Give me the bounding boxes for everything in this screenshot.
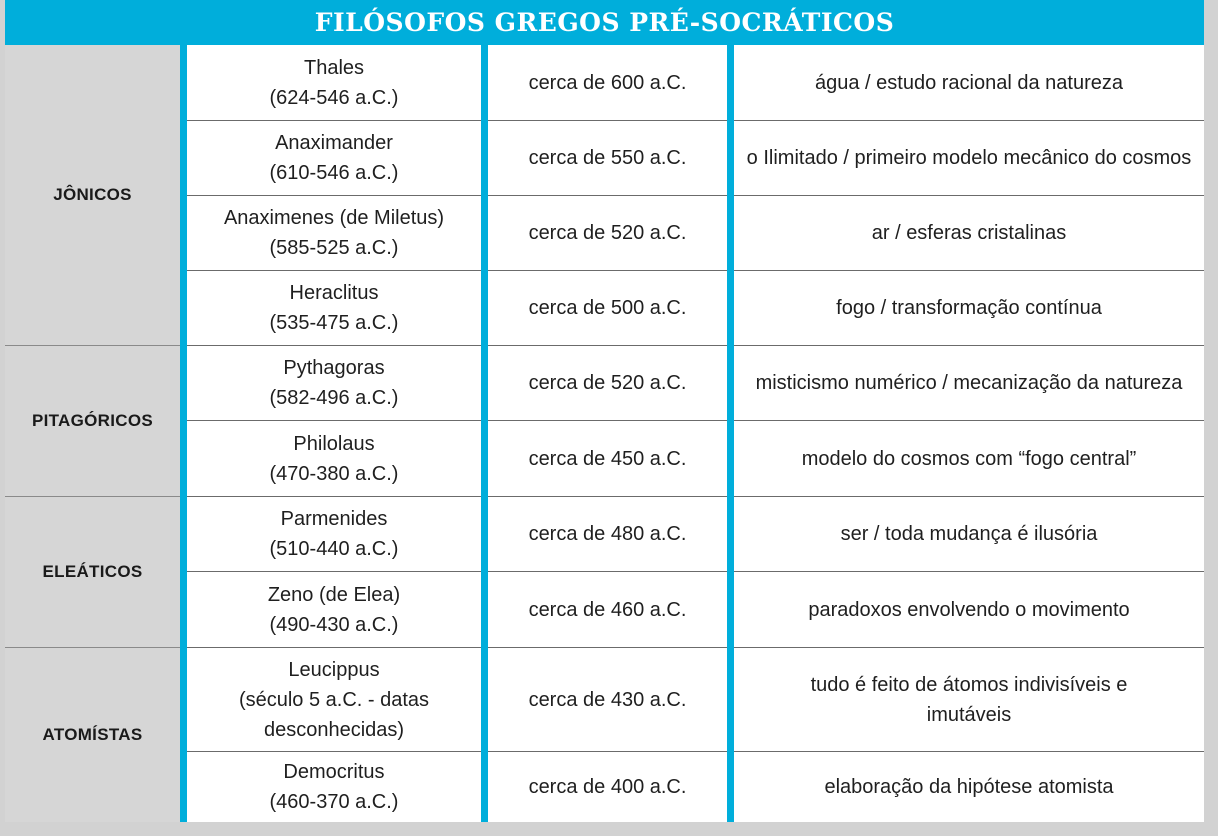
description-cell: modelo do cosmos com “fogo central” — [734, 421, 1204, 496]
column-separator — [727, 45, 734, 822]
description-cell: misticismo numérico / mecanização da natureza — [734, 346, 1204, 420]
philosopher-cell — [187, 121, 481, 195]
philosopher-cell — [187, 45, 481, 120]
philosopher-cell — [187, 648, 481, 751]
philosopher-cell — [187, 346, 481, 420]
table-row — [187, 421, 1204, 496]
philosopher-years: (470-380 a.C.) — [269, 462, 399, 485]
philosopher-name: Anaximenes (de Miletus) — [223, 207, 445, 229]
philosopher-name: Zeno (de Elea) — [267, 583, 401, 606]
philosopher-name: Leucippus — [288, 658, 380, 681]
philosopher-cell — [187, 421, 481, 496]
table-row — [187, 752, 1204, 822]
philosophers-table — [5, 45, 1204, 822]
philosopher-years: (século 5 a.C. - datas desconhecidas) — [238, 688, 430, 741]
philosopher-cell — [187, 196, 481, 270]
group-label-jonicos: JÔNICOS — [53, 185, 132, 204]
group-label-pitagoricos: PITAGÓRICOS — [31, 411, 154, 430]
philosopher-years: (460-370 a.C.) — [269, 791, 399, 813]
description-cell: água / estudo racional da natureza — [734, 45, 1204, 120]
date-cell: cerca de 460 a.C. — [488, 572, 727, 647]
table-row — [187, 271, 1204, 345]
table-row — [187, 346, 1204, 420]
date-cell: cerca de 550 a.C. — [488, 121, 727, 195]
table-row — [187, 45, 1204, 120]
philosopher-cell — [187, 497, 481, 571]
description-cell: o Ilimitado / primeiro modelo mecânico do cosmos — [734, 121, 1204, 195]
date-cell: cerca de 520 a.C. — [488, 346, 727, 420]
philosopher-years: (585-525 a.C.) — [269, 237, 399, 259]
description-cell: tudo é feito de átomos indivisíveis e imutáveis — [734, 648, 1204, 751]
date-cell: cerca de 600 a.C. — [488, 45, 727, 120]
philosopher-years: (490-430 a.C.) — [269, 613, 399, 636]
description-cell: paradoxos envolvendo o movimento — [734, 572, 1204, 647]
philosopher-name: Anaximander — [275, 132, 393, 154]
philosopher-years: (610-546 a.C.) — [269, 162, 399, 184]
date-cell: cerca de 480 a.C. — [488, 497, 727, 571]
description-cell: fogo / transformação contínua — [734, 271, 1204, 345]
table-row — [187, 121, 1204, 195]
date-cell: cerca de 450 a.C. — [488, 421, 727, 496]
philosopher-years: (624-546 a.C.) — [269, 86, 399, 109]
date-cell: cerca de 430 a.C. — [488, 648, 727, 751]
table-row — [187, 648, 1204, 751]
philosopher-cell — [187, 572, 481, 647]
philosopher-cell — [187, 271, 481, 345]
description-cell: ser / toda mudança é ilusória — [734, 497, 1204, 571]
description-cell: ar / esferas cristalinas — [734, 196, 1204, 270]
column-separator — [180, 45, 187, 822]
philosopher-cell — [187, 752, 481, 822]
philosopher-name: Philolaus — [293, 432, 375, 455]
philosopher-name: Thales — [303, 56, 365, 79]
table-row — [187, 572, 1204, 647]
philosopher-years: (535-475 a.C.) — [269, 312, 399, 334]
philosopher-years: (510-440 a.C.) — [269, 538, 399, 560]
philosopher-name: Heraclitus — [289, 282, 379, 304]
group-label-eleaticos: ELEÁTICOS — [42, 562, 143, 581]
date-cell: cerca de 500 a.C. — [488, 271, 727, 345]
group-label-atomistas: ATOMÍSTAS — [42, 725, 143, 744]
table-row — [187, 196, 1204, 270]
philosopher-name: Parmenides — [280, 508, 388, 530]
philosopher-name: Pythagoras — [283, 357, 385, 379]
date-cell: cerca de 520 a.C. — [488, 196, 727, 270]
table-row — [187, 497, 1204, 571]
description-cell: elaboração da hipótese atomista — [734, 752, 1204, 822]
philosopher-name: Democritus — [283, 761, 385, 783]
date-cell: cerca de 400 a.C. — [488, 752, 727, 822]
philosopher-years: (582-496 a.C.) — [269, 387, 399, 409]
column-separator — [481, 45, 488, 822]
table-title: FILÓSOFOS GREGOS PRÉ-SOCRÁTICOS — [5, 0, 1204, 45]
